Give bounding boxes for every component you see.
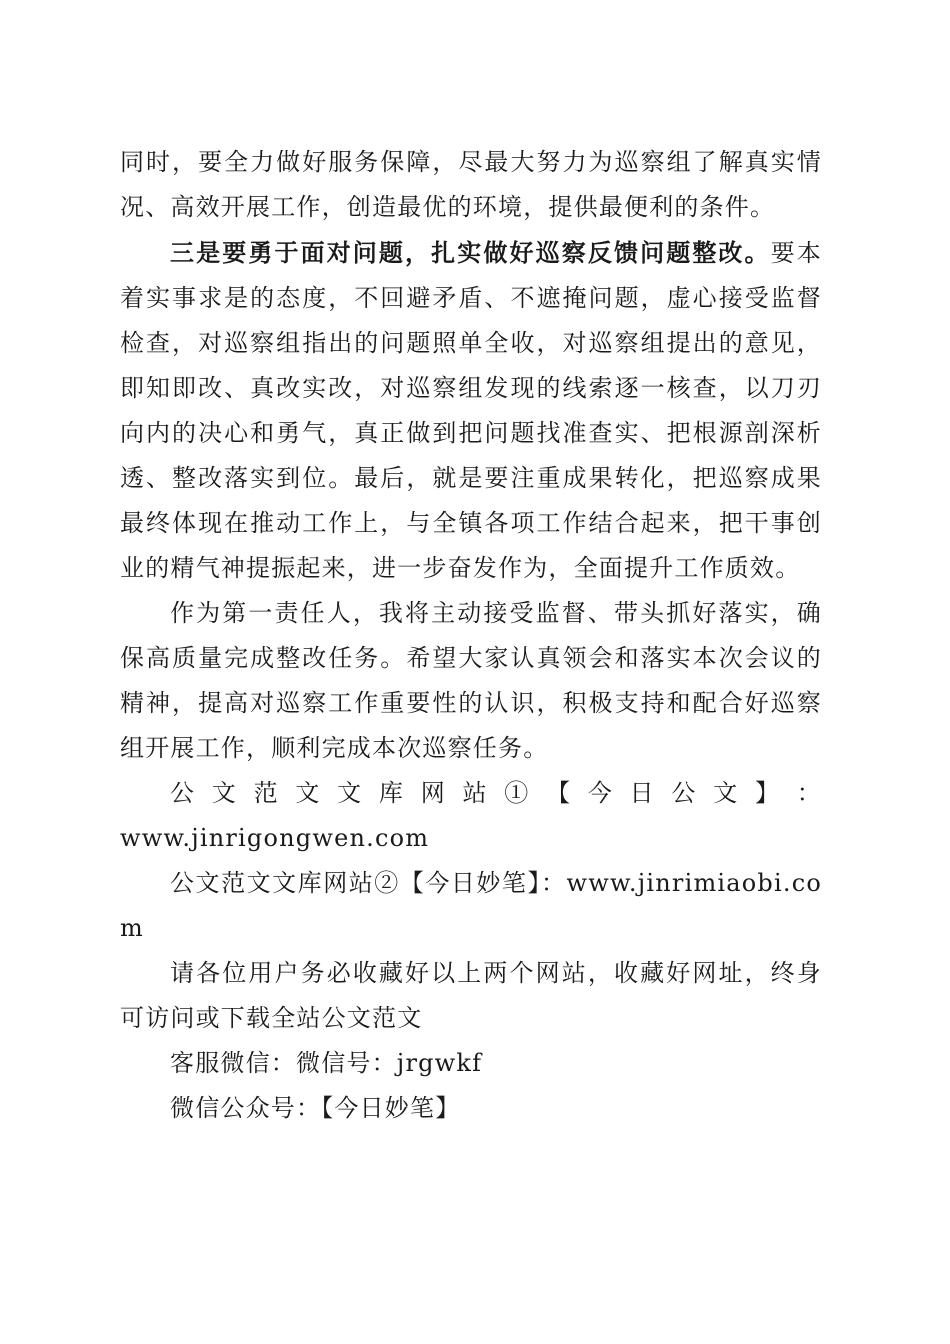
footer-wechat-public [120, 1086, 822, 1131]
paragraph-rectification [120, 230, 822, 591]
footer-site2-text[interactable]: 公文范文文库网站②【今日妙笔】：www.jinrimiaobi.com [120, 869, 822, 942]
paragraph-text: 作为第一责任人，我将主动接受监督、带头抓好落实，确保高质量完成整改任务。希望大家认真领会和落实本次会议的精神，提高对巡察工作重要性的认识，积极支持和配合好巡察组开展工作，顺利完成本次巡察任务。 [120, 599, 822, 762]
footer-site2-line [120, 861, 822, 951]
footer-site1-url-line [120, 816, 822, 861]
footer-notice [120, 951, 822, 1041]
footer-wechat-public-text: 微信公众号：【今日妙笔】 [170, 1094, 461, 1122]
paragraph-text: 同时，要全力做好服务保障，尽最大努力为巡察组了解真实情况、高效开展工作，创造最优的环境，提供最便利的条件。 [120, 148, 822, 221]
document-body [120, 140, 822, 1131]
footer-site1-line [120, 771, 822, 816]
paragraph-lead-bold: 三是要勇于面对问题，扎实做好巡察反馈问题整改。 [170, 238, 771, 267]
paragraph-continuation [120, 140, 822, 230]
footer-wechat-service-text: 客服微信：微信号：jrgwkf [170, 1049, 483, 1077]
paragraph-commitment [120, 591, 822, 771]
footer-site1-url[interactable]: www.jinrigongwen.com [120, 824, 430, 852]
footer-site1-label: 公 文 范 文 文 库 网 站 ① 【 今 日 公 文 】 ： [170, 779, 822, 807]
footer-wechat-service [120, 1041, 822, 1086]
paragraph-text: 要本着实事求是的态度，不回避矛盾、不遮掩问题，虚心接受监督检查，对巡察组指出的问题照单全收，对巡察组提出的意见，即知即改、真改实改，对巡察组发现的线索逐一核查，以刀刃向内的决心和勇气，真正做到把问题找准查实、把根源剖深析透、整改落实到位。最后，就是要注重成果转化，把巡察成果最终体现在推动工作上，与全镇各项工作结合起来，把干事创业的精气神提振起来，进一步奋发作为，全面提升工作质效。 [120, 239, 822, 582]
footer-notice-text: 请各位用户务必收藏好以上两个网站，收藏好网址，终身可访问或下载全站公文范文 [120, 959, 822, 1032]
